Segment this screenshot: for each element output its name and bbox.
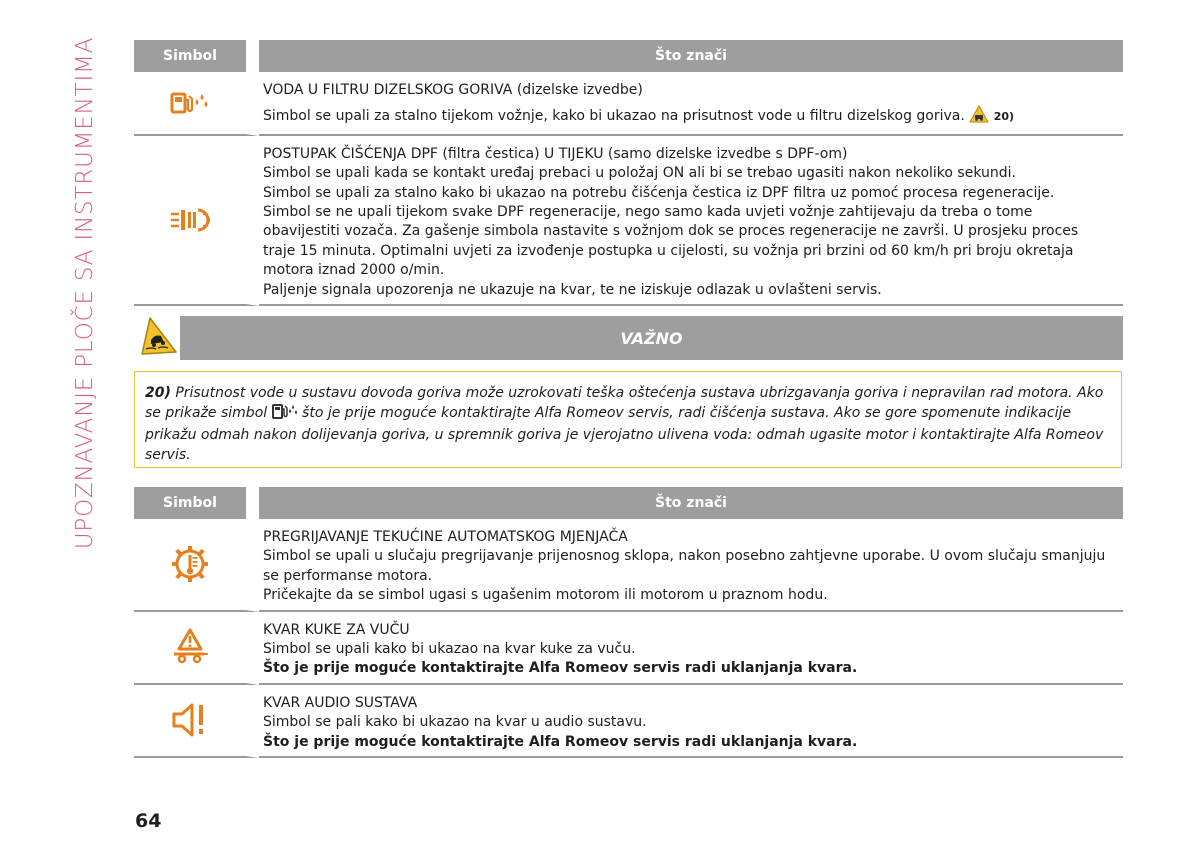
- note-text: Prisutnost vode u sustavu dovoda goriva može uzrokovati teška oštećenja sustava ubrizgavanja goriva i nepravilan rad motora. Ako: [170, 385, 1104, 401]
- table-row: [134, 72, 1123, 136]
- important-header: [134, 316, 1123, 360]
- row-line: Pričekajte da se simbol ugasi s ugašenim motorom ili motorom u praznom hodu.: [263, 587, 828, 604]
- note-text: što je prije moguće kontaktirajte Alfa Romeov servis, radi čišćenja sustava. Ako se gore spomenute indikacije: [297, 405, 1071, 422]
- row-warning: Što je prije moguće kontaktirajte Alfa Romeov servis radi uklanjanja kvara.: [263, 660, 858, 677]
- row-line: Paljenje signala upozorenja ne ukazuje na kvar, te ne iziskuje odlazak u ovlašteni servis.: [263, 281, 882, 298]
- symbol-cell: [134, 685, 259, 758]
- header-meaning: Što znači: [259, 487, 1123, 519]
- row-description-text: Simbol se upali za stalno tijekom vožnje, kako bi ukazao na prisutnost vode u filtru dizelskog goriva.: [263, 108, 965, 125]
- note-line: [145, 403, 1111, 426]
- row-line: Simbol se ne upali tijekom svake DPF regeneracije, nego samo kada uvjeti vožnje zahtijevaju da treba o tome: [263, 204, 1033, 221]
- symbols-table-1: [134, 40, 1123, 306]
- table-row: [134, 612, 1123, 685]
- note-line: prikažu odmah nakon dolijevanja goriva, u spremnik goriva je vjerojatno ulivena voda: odmah ugasite motor i kontaktirajte Alfa Romeov: [145, 427, 1104, 444]
- table-row: [134, 519, 1123, 612]
- symbols-table-2: [134, 487, 1123, 758]
- trailer-hitch-fault-icon: [170, 639, 210, 655]
- page-number: 64: [135, 810, 162, 832]
- row-title: KVAR AUDIO SUSTAVA: [263, 694, 418, 711]
- row-warning: Što je prije moguće kontaktirajte Alfa Romeov servis radi uklanjanja kvara.: [263, 733, 858, 750]
- note-line: [145, 384, 1111, 403]
- meaning-cell: [259, 136, 1123, 306]
- row-line: motora iznad 2000 o/min.: [263, 262, 445, 279]
- table-header: [134, 40, 1123, 72]
- important-title: VAŽNO: [180, 316, 1123, 360]
- important-icon-cell: [134, 316, 180, 360]
- note-line: servis.: [145, 446, 191, 463]
- warning-triangle-car-icon: [134, 316, 178, 360]
- header-symbol: Simbol: [134, 40, 259, 72]
- row-title: KVAR KUKE ZA VUČU: [263, 621, 410, 638]
- meaning-cell: [259, 612, 1123, 685]
- header-meaning: Što znači: [259, 40, 1123, 72]
- row-line: Simbol se upali kako bi ukazao na kvar kuke za vuču.: [263, 641, 636, 658]
- side-section-title: [70, 38, 100, 548]
- table-row: [134, 136, 1123, 306]
- meaning-cell: [259, 685, 1123, 758]
- fuel-filter-water-icon: [272, 403, 298, 426]
- row-line: Simbol se upali u slučaju pregrijavanje prijenosnog sklopa, nakon posebno zahtjevne uporabe. U ovom slučaju smanjuju: [263, 548, 1106, 565]
- symbol-cell: [134, 136, 259, 306]
- table-row: [134, 685, 1123, 758]
- important-note: [134, 371, 1122, 468]
- row-line: Simbol se pali kako bi ukazao na kvar u audio sustavu.: [263, 714, 647, 731]
- note-number: 20): [145, 385, 171, 401]
- meaning-cell: [259, 519, 1123, 612]
- row-line: obavijestiti vozača. Za gašenje simbola nastavite s vožnjom dok se proces regeneracije ne završi. U prosjeku proces: [263, 223, 1079, 240]
- row-line: Simbol se upali kada se kontakt uređaj prebaci u položaj ON ali bi se trebao ugasiti nakon nekoliko sekundi.: [263, 165, 1016, 182]
- note-text: se prikaže simbol: [145, 405, 272, 422]
- dpf-cleaning-icon: [169, 212, 211, 228]
- transmission-temperature-icon: [169, 556, 211, 572]
- header-symbol: Simbol: [134, 487, 259, 519]
- row-line: Simbol se upali za stalno kako bi ukazao na potrebu čišćenja čestica iz DPF filtra uz pomoć procesa regeneracije.: [263, 184, 1055, 201]
- row-description: [263, 105, 1119, 129]
- note-reference[interactable]: 20): [993, 110, 1015, 124]
- symbol-cell: [134, 612, 259, 685]
- table-header: [134, 487, 1123, 519]
- audio-fault-icon: [170, 712, 210, 728]
- row-line: traje 15 minuta. Optimalni uvjeti za izvođenje postupka u cijelosti, su vožnja pri brzini od 60 km/h pri broju okretaja: [263, 242, 1074, 259]
- symbol-cell: [134, 72, 259, 136]
- side-section-title-text: UPOZNAVANJE PLOČE SA INSTRUMENTIMA: [72, 36, 99, 550]
- row-title: PREGRIJAVANJE TEKUĆINE AUTOMATSKOG MJENJAČA: [263, 529, 628, 545]
- row-title: POSTUPAK ČIŠĆENJA DPF (filtra čestica) U TIJEKU (samo dizelske izvedbe s DPF-om): [263, 145, 848, 162]
- row-title: VODA U FILTRU DIZELSKOG GORIVA (dizelske izvedbe): [263, 82, 643, 98]
- symbol-cell: [134, 519, 259, 612]
- warning-triangle-car-icon: [969, 105, 989, 129]
- fuel-filter-water-icon: [169, 95, 211, 111]
- row-line: se performanse motora.: [263, 567, 433, 584]
- meaning-cell: [259, 72, 1123, 136]
